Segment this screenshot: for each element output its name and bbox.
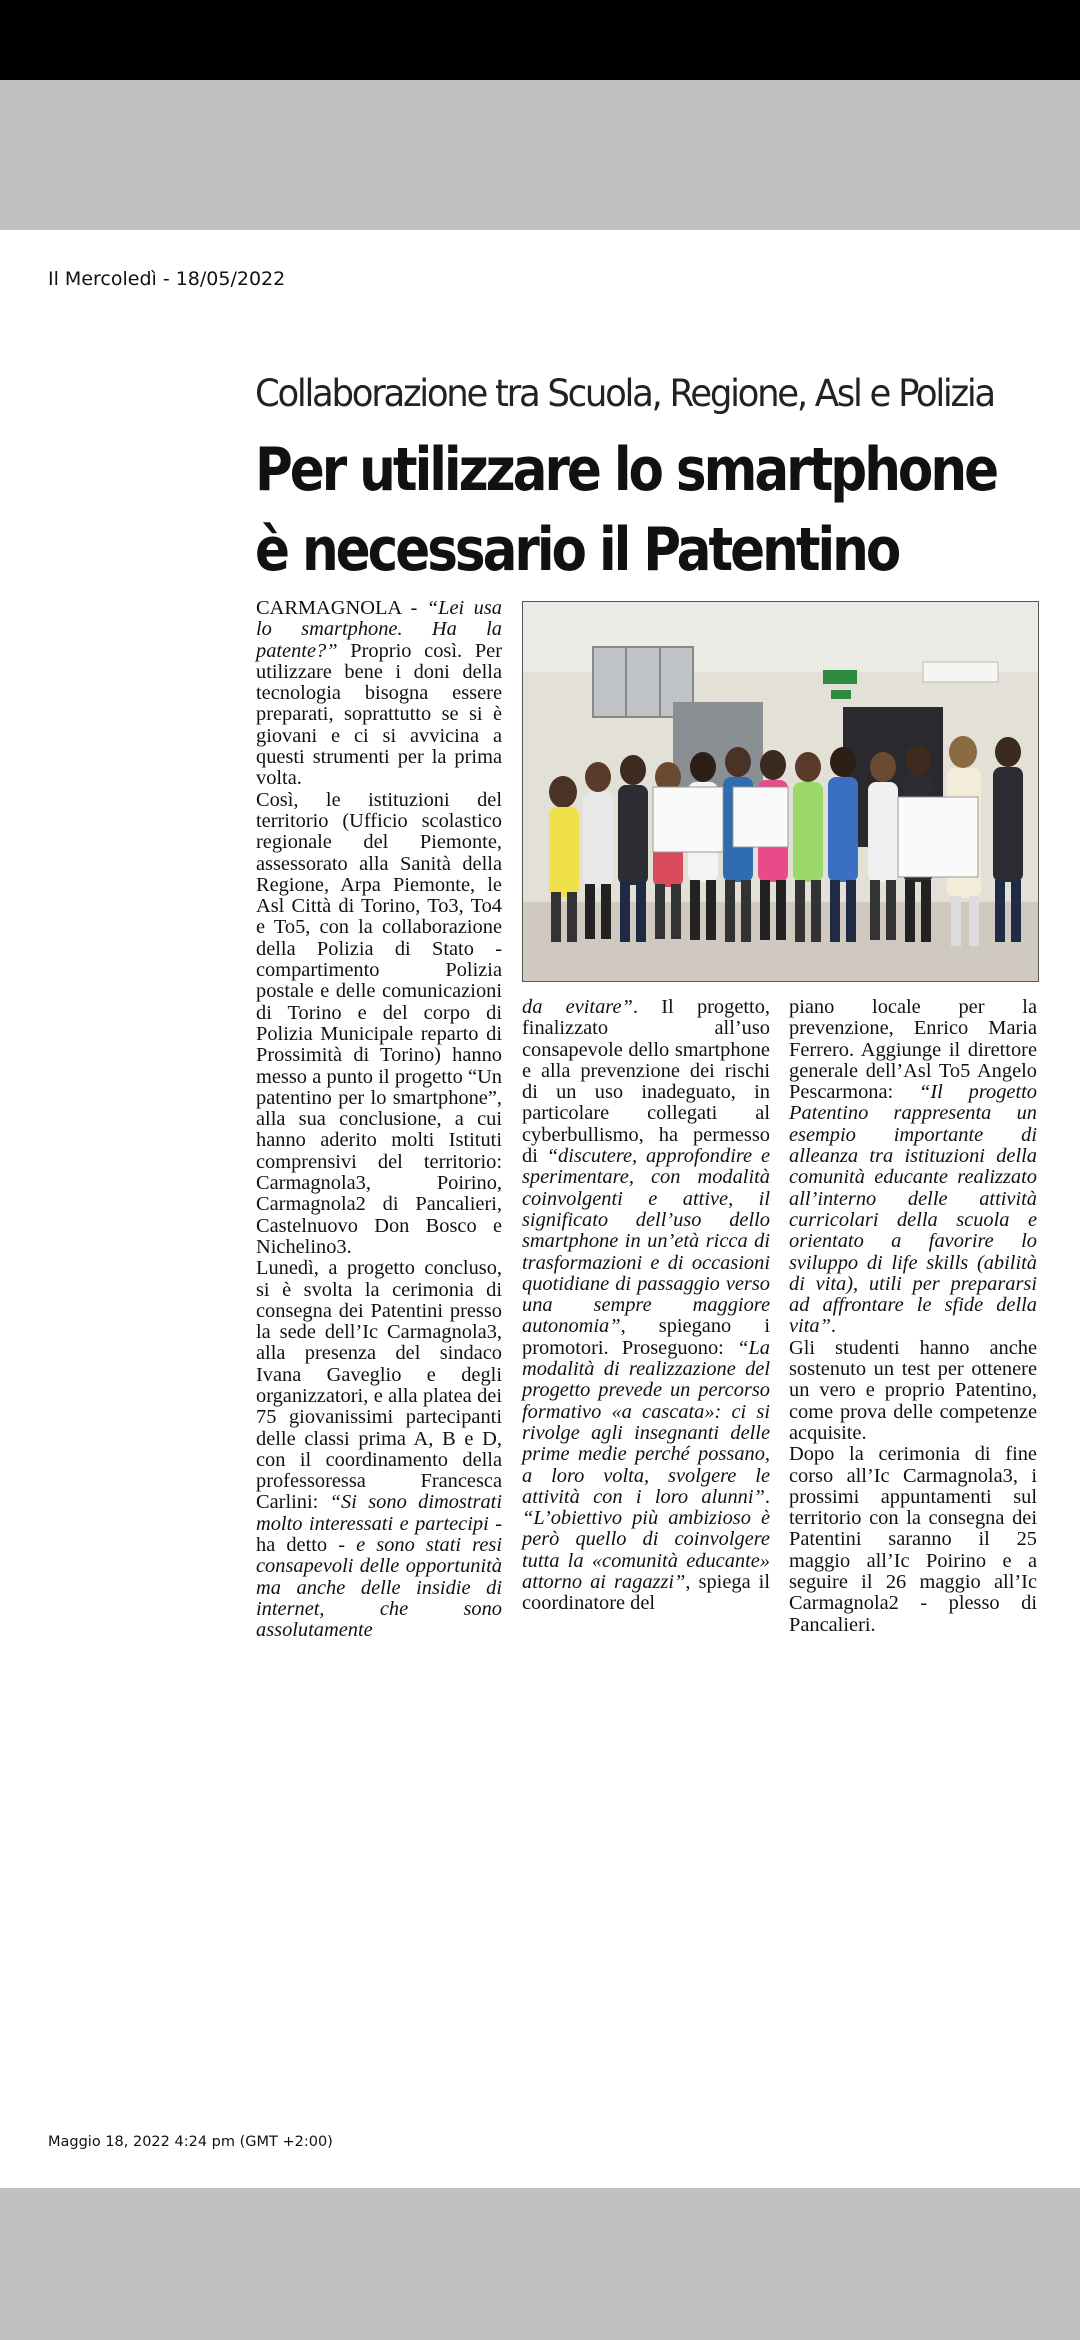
paragraph-5: piano locale per la prevenzione, Enrico Maria Ferrero. Aggiunge il direttore generale dell’Asl To5 Angelo Pescarmona: “Il progetto Patentino rappresenta un esempio importante di alleanza tra istituzioni della comunità educante realizzato all’interno delle attività curricolari della scuola e orientato a favorire lo sviluppo di life skills (abilità di vita), utili per prepararsi ad affrontare le sfide della vita”. <box>789 996 1038 1338</box>
paragraph-3: Lunedì, a progetto concluso, si è svolta la cerimonia di consegna dei Patentini presso la sede dell’Ic Carmagnola3, alla presenza del sindaco Ivana Gaveglio e degli organizzatori, e alla platea dei 75 giovanissimi partecipanti delle classi prima A, B e D, con il coordinamento della professoressa Francesca Carlini: “Si sono dimostrati molto interessati e partecipi - ha detto - e sono stati resi consapevoli delle opportunità ma anche delle insidie di internet, che sono assolutamente <box>256 1257 502 1642</box>
top-gray-band <box>0 80 1080 230</box>
article-headline <box>255 430 1055 590</box>
article-column-1 <box>256 598 502 1642</box>
headline-line-2: è necessario il Patentino <box>255 515 899 585</box>
paragraph-4: da evitare”. Il progetto, finalizzato all’uso consapevole dello smartphone e alla prevenzione dei rischi di un uso inadeguato, in particolare collegati al cyberbullismo, ha permesso di “discutere, approfondire e sperimentare, con modalità coinvolgenti e attive, il significato dell’uso dello smartphone in un’età ricca di trasformazioni e di occasioni quotidiane di passaggio verso una sempre maggiore autonomia”, spiegano i promotori. Proseguono: “La modalità di realizzazione del progetto prevede un percorso formativo «a cascata»: ci si rivolge agli insegnanti delle prime medie perché possano, a loro volta, svolgere le attività con i loro alunni”. “L’obiettivo più ambizioso è però quello di coinvolgere tutta la «comunità educante» attorno ai ragazzi”, spiega il coordinatore del <box>522 996 770 1615</box>
article-kicker: Collaborazione tra Scuola, Regione, Asl e Polizia <box>255 372 994 415</box>
footer-timestamp: Maggio 18, 2022 4:24 pm (GMT +2:00) <box>48 2134 333 2150</box>
paragraph-7: Dopo la cerimonia di fine corso all’Ic Carmagnola3, i prossimi appuntamenti sul territorio con la consegna dei Patentini saranno il 25 maggio all’Ic Poirino e a seguire il 26 maggio all’Ic Carmagnola2 - plesso di Pancalieri. <box>789 1443 1037 1636</box>
publication-date: Il Mercoledì - 18/05/2022 <box>48 268 286 290</box>
paragraph-6: Gli studenti hanno anche sostenuto un test per ottenere un vero e proprio Patentino, come prova delle competenze acquisite. <box>789 1336 1037 1444</box>
bottom-gray-band <box>0 2188 1080 2340</box>
headline-line-1: Per utilizzare lo smartphone <box>255 435 997 505</box>
article-photo <box>522 601 1039 982</box>
article-column-2 <box>522 997 770 1615</box>
group-photo-illustration <box>523 602 1038 981</box>
paragraph-1: CARMAGNOLA - “Lei usa lo smartphone. Ha la patente?” Proprio così. Per utilizzare bene i doni della tecnologia bisogna essere preparati, soprattutto se si è giovani e ci si avvicina a questi strumenti per la prima volta. <box>256 597 502 790</box>
status-bar <box>0 0 1080 80</box>
article-column-3 <box>789 997 1037 1636</box>
paragraph-2: Così, le istituzioni del territorio (Ufficio scolastico regionale del Piemonte, assessorato alla Sanità della Regione, Arpa Piemonte, le Asl Città di Torino, To3, To4 e To5, con la collaborazione della Polizia di Stato - compartimento Polizia postale e delle comunicazioni di Torino e del corpo di Polizia Municipale reparto di Prossimità di Torino) hanno messo a punto il progetto “Un patentino per lo smartphone”, alla sua conclusione, a cui hanno aderito molti Istituti comprensivi del territorio: Carmagnola3, Poirino, Carmagnola2 di Pancalieri, Castelnuovo Don Bosco e Nichelino3. <box>256 788 502 1258</box>
